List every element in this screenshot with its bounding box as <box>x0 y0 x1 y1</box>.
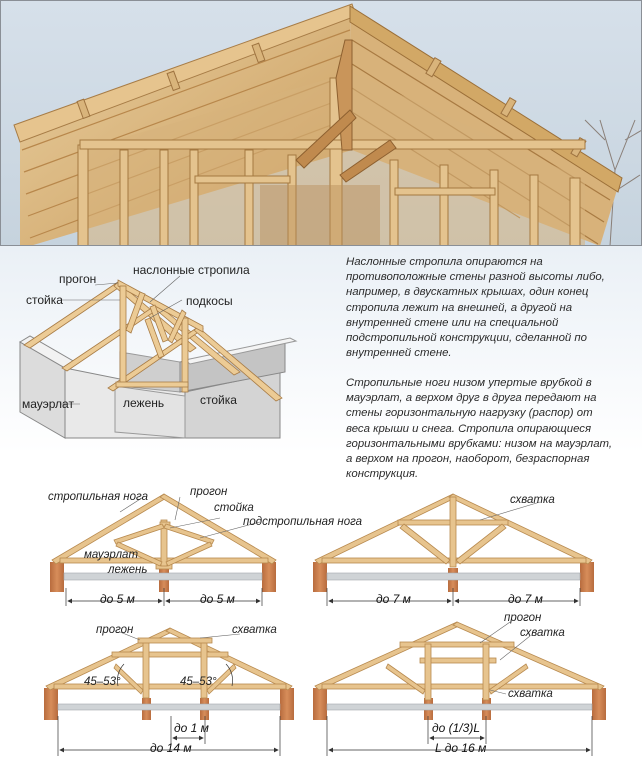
label-progon-a: прогон <box>190 486 228 498</box>
diagram-c <box>44 628 294 756</box>
description-paragraph-1: Наслонные стропила опираются на противоположные стены разной высоты либо, например, в двускатных крышах, один конец стропила лежит на внешней, а другой на внутренней стене или на специальной подстропильной конструкции, сделанной по внутренней стене. <box>346 256 605 360</box>
label-lezhen-iso: лежень <box>123 396 165 410</box>
dim-a-right: до 5 м <box>200 592 235 606</box>
label-progon-c: прогон <box>96 624 134 636</box>
label-mauerlat-a: мауэрлат <box>84 549 139 561</box>
dim-c-span: до 14 м <box>150 741 192 755</box>
label-skhvatka-b: схватка <box>510 494 555 506</box>
label-angle-right: 45–53° <box>180 676 217 688</box>
diagram-b <box>313 494 594 606</box>
dim-d-span: L до 16 м <box>435 741 487 755</box>
label-stoyka-iso-right: стойка <box>200 393 237 407</box>
label-progon-d: прогон <box>504 612 542 624</box>
dim-b-left: до 7 м <box>376 592 411 606</box>
label-progon-iso: прогон <box>59 272 97 286</box>
label-skhvatka-d-top: схватка <box>520 627 565 639</box>
label-naslonnye-stropila: наслонные стропила <box>133 263 250 277</box>
label-mauerlat-iso: мауэрлат <box>22 397 74 411</box>
label-skhvatka-c: схватка <box>232 624 277 636</box>
diagram-d <box>313 622 606 756</box>
label-podstropilnaya-noga: подстропильная нога <box>243 516 363 528</box>
label-podkosy: подкосы <box>186 294 233 308</box>
description-paragraph-2: Стропильные ноги низом упертые врубкой в мауэрлат, а верхом друг в друга передают на стены горизонтальную нагрузку (распор) от веса крыши и снега. Стропила опирающиеся горизонтальными врубками: низом на мауэрлат, а верхом на прогон, наоборот, безраспорная конструкция. <box>346 377 613 481</box>
label-stoyka-a: стойка <box>214 502 254 514</box>
label-lezhen-a: лежень <box>108 564 148 576</box>
dim-a-left: до 5 м <box>100 592 135 606</box>
dim-c-offset: до 1 м <box>174 721 209 735</box>
dim-d-offset: до (1/3)L <box>432 721 480 735</box>
label-skhvatka-d-bottom: схватка <box>508 688 553 700</box>
label-stoyka-iso-left: стойка <box>26 293 63 307</box>
label-stropilnaya-noga: стропильная нога <box>48 491 148 503</box>
dim-b-right: до 7 м <box>508 592 543 606</box>
label-angle-left: 45–53° <box>84 676 121 688</box>
